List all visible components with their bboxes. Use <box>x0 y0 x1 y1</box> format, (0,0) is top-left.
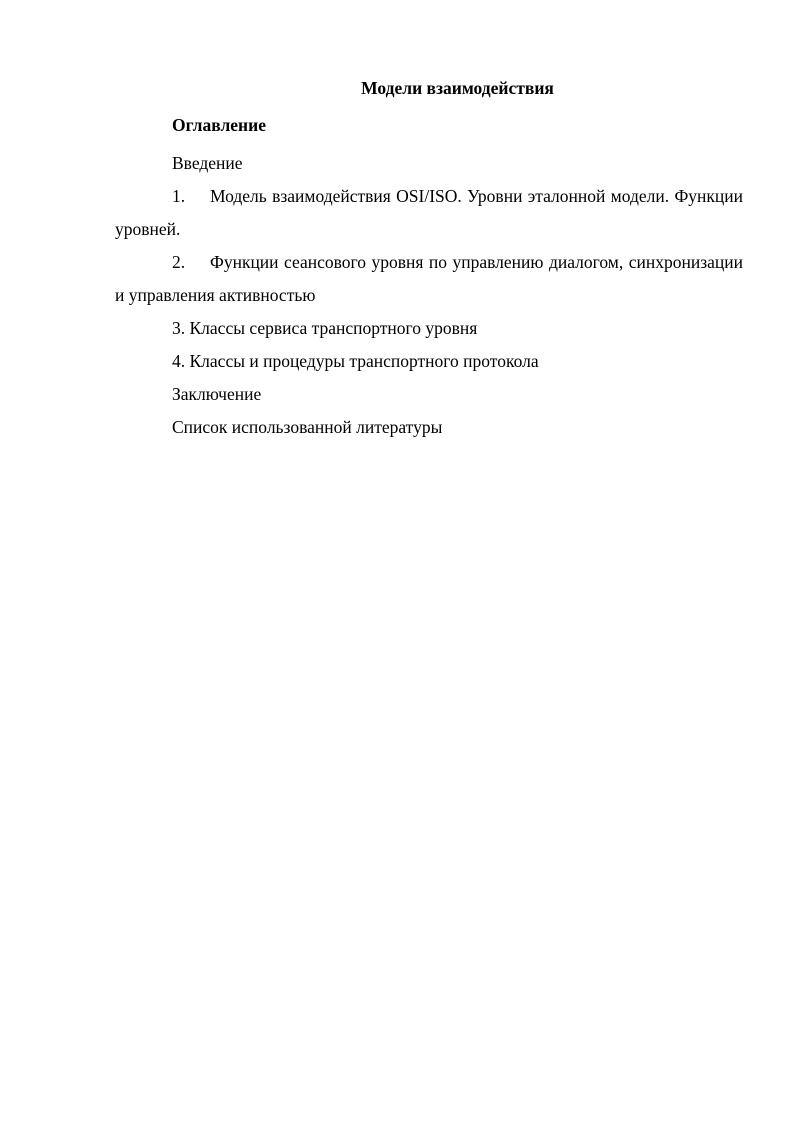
toc-item-text: Список использованной литературы <box>172 417 443 437</box>
toc-item-introduction <box>115 147 743 180</box>
toc-item-number: 1. <box>172 186 186 206</box>
toc-item-4 <box>115 345 743 378</box>
toc-item-text: Функции сеансового уровня по управлению диалогом, синхронизации и управления активностью <box>115 252 743 305</box>
toc-heading: Оглавление <box>172 115 266 135</box>
toc-item-number: 2. <box>172 252 186 272</box>
toc-item-text: Введение <box>172 153 243 173</box>
document-title: Модели взаимодействия <box>361 78 554 98</box>
document-content <box>115 76 743 444</box>
toc-item-text: Заключение <box>172 384 262 404</box>
toc-item-3 <box>115 312 743 345</box>
toc-item-text: 4. Классы и процедуры транспортного протокола <box>172 351 539 371</box>
toc-item-conclusion <box>115 378 743 411</box>
toc-item-text: 3. Классы сервиса транспортного уровня <box>172 318 478 338</box>
toc-item-1 <box>115 180 743 246</box>
toc-item-references <box>115 411 743 444</box>
toc-item-2 <box>115 246 743 312</box>
toc-item-text: Модель взаимодействия OSI/ISO. Уровни эталонной модели. Функции уровней. <box>115 186 743 239</box>
